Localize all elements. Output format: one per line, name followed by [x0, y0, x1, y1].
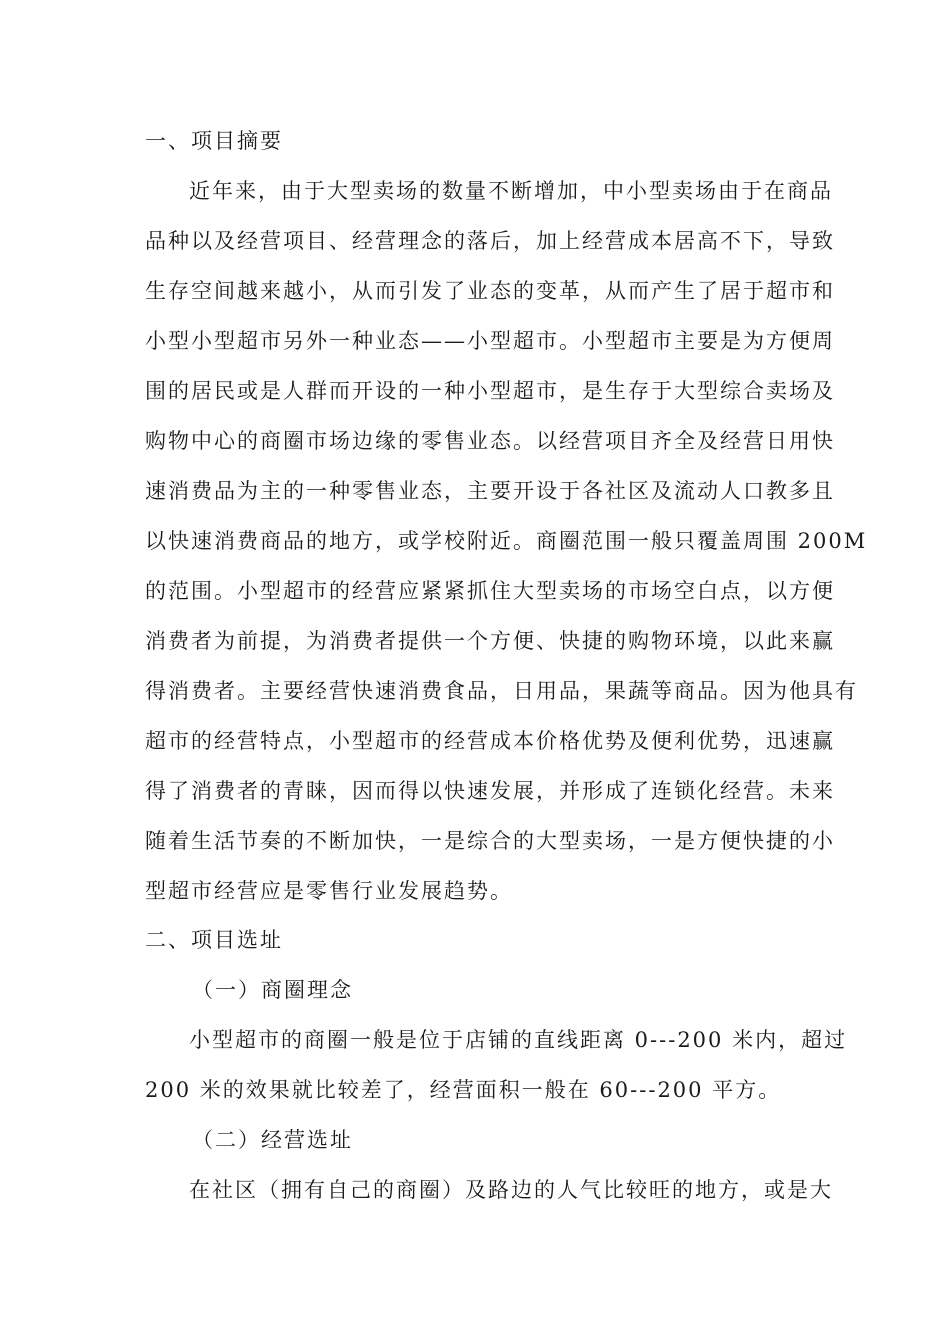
- paragraph-line: 的范围。小型超市的经营应紧紧抓住大型卖场的市场空白点，以方便: [145, 579, 835, 603]
- paragraph-line: 消费者为前提，为消费者提供一个方便、快捷的购物环境，以此来赢: [145, 629, 835, 653]
- paragraph-line: 在社区（拥有自己的商圈）及路边的人气比较旺的地方，或是大: [189, 1178, 833, 1202]
- paragraph-line: 购物中心的商圈市场边缘的零售业态。以经营项目齐全及经营日用快: [145, 429, 835, 453]
- paragraph-line: 生存空间越来越小，从而引发了业态的变革，从而产生了居于超市和: [145, 279, 835, 303]
- paragraph-line: 200 米的效果就比较差了，经营面积一般在 60---200 平方。: [145, 1078, 782, 1102]
- paragraph-line: 随着生活节奏的不断加快，一是综合的大型卖场，一是方便快捷的小: [145, 829, 835, 853]
- paragraph-line: 小型超市的商圈一般是位于店铺的直线距离 0---200 米内，超过: [189, 1028, 848, 1052]
- subsection-heading-trade-area: （一）商圈理念: [192, 978, 353, 1002]
- paragraph-line: 小型小型超市另外一种业态——小型超市。小型超市主要是为方便周: [145, 329, 835, 353]
- paragraph-line: 得消费者。主要经营快速消费食品，日用品，果蔬等商品。因为他具有: [145, 679, 858, 703]
- subsection-heading-location: （二）经营选址: [192, 1128, 353, 1152]
- paragraph-line: 围的居民或是人群而开设的一种小型超市，是生存于大型综合卖场及: [145, 379, 835, 403]
- paragraph-line: 超市的经营特点，小型超市的经营成本价格优势及便利优势，迅速赢: [145, 729, 835, 753]
- section-heading-site-selection: 二、项目选址: [145, 928, 283, 952]
- paragraph-line: 以快速消费商品的地方，或学校附近。商圈范围一般只覆盖周围 200M: [145, 529, 868, 553]
- paragraph-line: 得了消费者的青睐，因而得以快速发展，并形成了连锁化经营。未来: [145, 779, 835, 803]
- paragraph-line: 品种以及经营项目、经营理念的落后，加上经营成本居高不下，导致: [145, 229, 835, 253]
- paragraph-line: 速消费品为主的一种零售业态，主要开设于各社区及流动人口教多且: [145, 479, 835, 503]
- paragraph-line: 型超市经营应是零售行业发展趋势。: [145, 879, 513, 903]
- section-heading-summary: 一、项目摘要: [145, 129, 283, 153]
- paragraph-line: 近年来，由于大型卖场的数量不断增加，中小型卖场由于在商品: [189, 179, 833, 203]
